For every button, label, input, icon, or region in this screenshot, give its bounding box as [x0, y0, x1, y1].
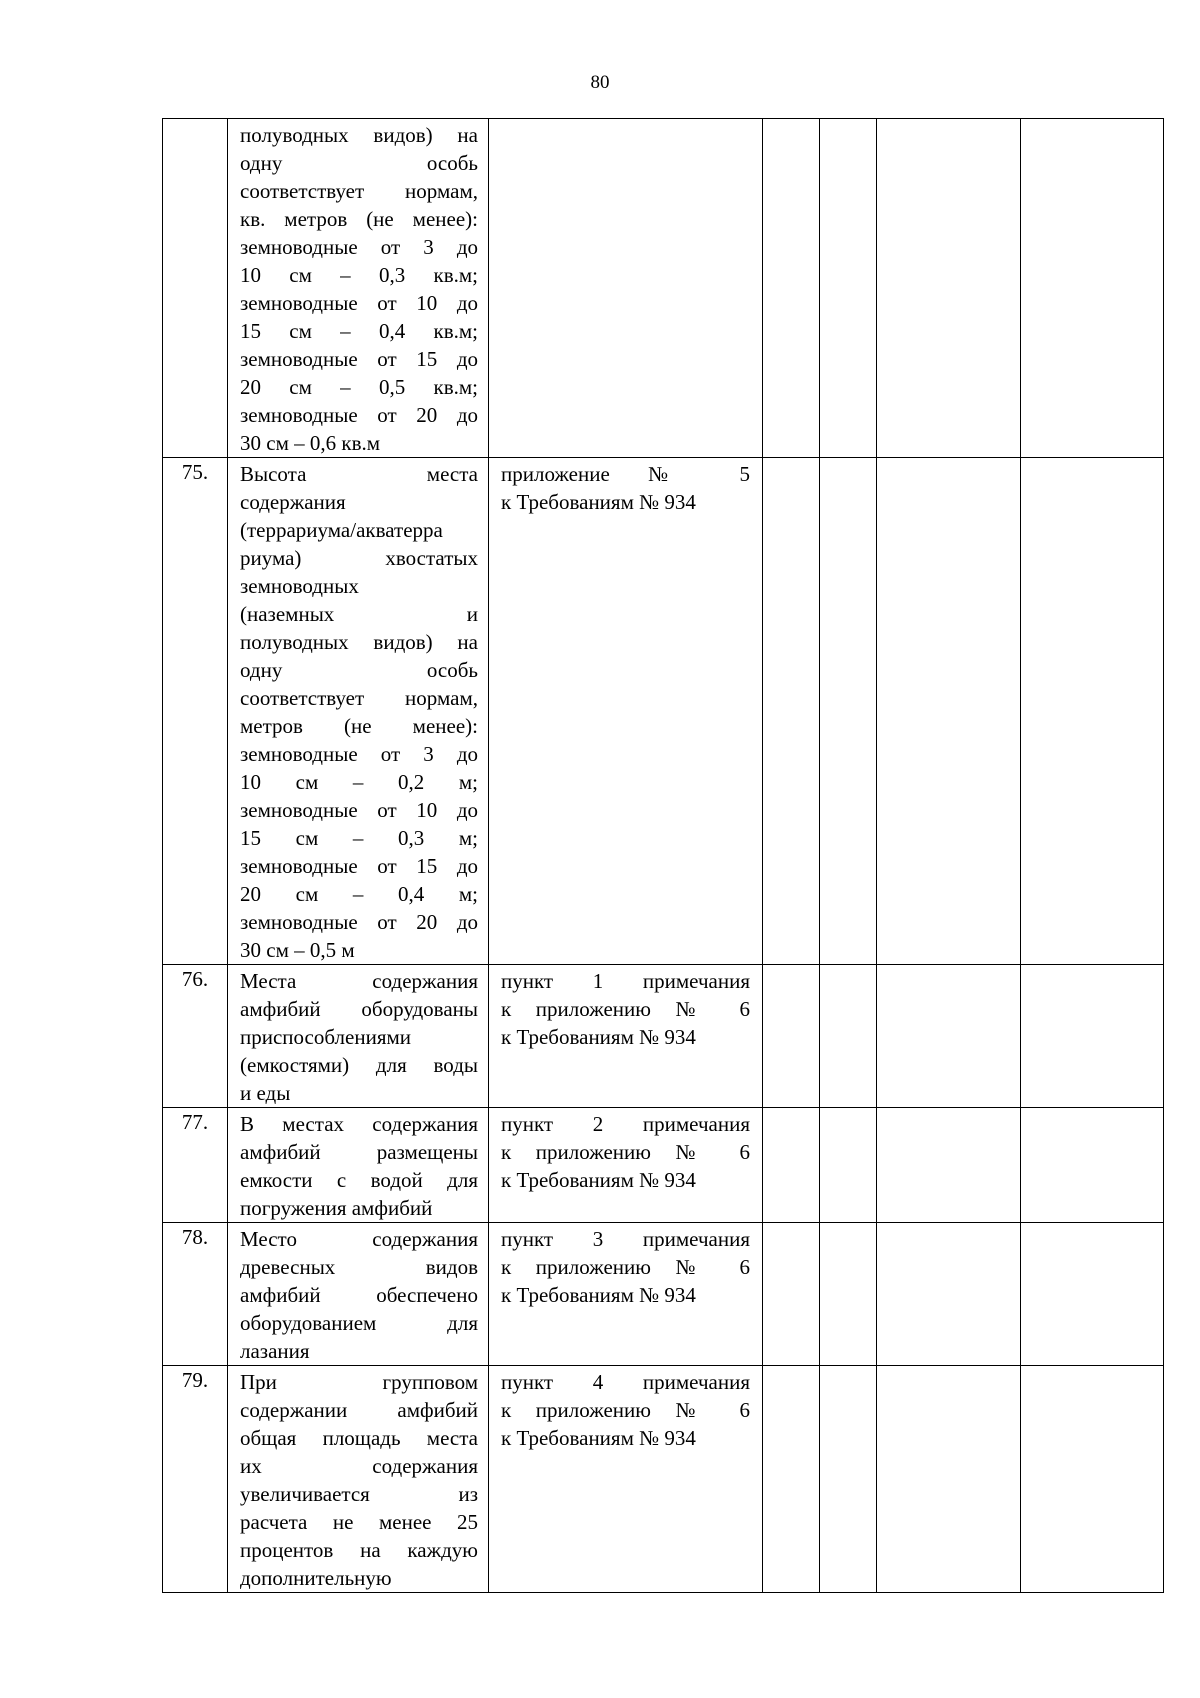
- item-number-cell: 76.: [163, 965, 228, 1108]
- item-number-cell: [163, 119, 228, 458]
- reference-cell: [489, 1366, 763, 1593]
- reference-line: пункт 1 примечания: [501, 969, 750, 993]
- item-number-cell: 75.: [163, 458, 228, 965]
- table-row: [163, 1366, 1164, 1593]
- requirement-line: погружения амфибий: [240, 1196, 433, 1220]
- requirement-line: 15 см – 0,3 м;: [240, 826, 478, 850]
- requirement-line: кв. метров (не менее):: [240, 207, 478, 231]
- requirement-line: Места содержания: [240, 969, 478, 993]
- comment-cell: [1021, 119, 1164, 458]
- requirement-text: [228, 458, 488, 964]
- requirement-line: древесных видов: [240, 1255, 478, 1279]
- requirement-cell: [228, 1108, 489, 1223]
- requirement-line: процентов на каждую: [240, 1538, 478, 1562]
- answer-no-cell: [820, 1223, 877, 1366]
- requirement-line: земноводные от 20 до: [240, 403, 478, 427]
- requirement-line: метров (не менее):: [240, 714, 478, 738]
- comment-cell: [1021, 1223, 1164, 1366]
- requirement-line: их содержания: [240, 1454, 478, 1478]
- answer-no-cell: [820, 965, 877, 1108]
- requirement-line: 10 см – 0,2 м;: [240, 770, 478, 794]
- table-row: [163, 119, 1164, 458]
- requirement-line: земноводные от 10 до: [240, 291, 478, 315]
- requirement-line: приспособлениями: [240, 1025, 412, 1049]
- requirement-line: одну особь: [240, 658, 478, 682]
- answer-na-cell: [877, 458, 1021, 965]
- answer-no-cell: [820, 119, 877, 458]
- comment-cell: [1021, 1108, 1164, 1223]
- reference-cell: [489, 1223, 763, 1366]
- requirement-line: 15 см – 0,4 кв.м;: [240, 319, 478, 343]
- answer-yes-cell: [763, 1108, 820, 1223]
- requirement-line: дополнительную: [240, 1566, 392, 1590]
- reference-text: [489, 458, 762, 516]
- requirement-line: (емкостями) для воды: [240, 1053, 478, 1077]
- reference-line: к приложению № 6: [501, 997, 750, 1021]
- requirement-line: полуводных видов) на: [240, 123, 478, 147]
- comment-cell: [1021, 1366, 1164, 1593]
- reference-text: [489, 119, 762, 121]
- requirement-line: 20 см – 0,4 м;: [240, 882, 478, 906]
- reference-line: к Требованиям № 934: [501, 1426, 696, 1450]
- requirement-line: 10 см – 0,3 кв.м;: [240, 263, 478, 287]
- requirement-line: земноводные от 3 до: [240, 742, 478, 766]
- requirement-cell: [228, 458, 489, 965]
- reference-line: к приложению № 6: [501, 1255, 750, 1279]
- table-row: [163, 1108, 1164, 1223]
- requirement-cell: [228, 119, 489, 458]
- requirement-line: емкости с водой для: [240, 1168, 478, 1192]
- requirement-line: земноводные от 15 до: [240, 347, 478, 371]
- comment-cell: [1021, 965, 1164, 1108]
- requirement-line: В местах содержания: [240, 1112, 478, 1136]
- item-number-cell: 78.: [163, 1223, 228, 1366]
- requirement-text: [228, 1108, 488, 1222]
- requirement-line: земноводных: [240, 574, 359, 598]
- requirement-line: амфибий оборудованы: [240, 997, 478, 1021]
- requirement-line: содержании амфибий: [240, 1398, 478, 1422]
- requirement-line: полуводных видов) на: [240, 630, 478, 654]
- requirement-text: [228, 1223, 488, 1365]
- reference-line: к приложению № 6: [501, 1140, 750, 1164]
- requirement-line: соответствует нормам,: [240, 179, 478, 203]
- requirement-line: земноводные от 3 до: [240, 235, 478, 259]
- requirement-line: расчета не менее 25: [240, 1510, 478, 1534]
- requirement-line: амфибий размещены: [240, 1140, 478, 1164]
- requirement-line: земноводные от 15 до: [240, 854, 478, 878]
- reference-line: к Требованиям № 934: [501, 490, 696, 514]
- answer-na-cell: [877, 965, 1021, 1108]
- answer-yes-cell: [763, 965, 820, 1108]
- reference-cell: [489, 1108, 763, 1223]
- requirement-line: земноводные от 20 до: [240, 910, 478, 934]
- reference-line: приложение № 5: [501, 462, 750, 486]
- page-number: 80: [590, 72, 610, 93]
- answer-yes-cell: [763, 1223, 820, 1366]
- requirement-line: Высота места: [240, 462, 478, 486]
- answer-na-cell: [877, 119, 1021, 458]
- requirement-line: земноводные от 10 до: [240, 798, 478, 822]
- answer-na-cell: [877, 1223, 1021, 1366]
- answer-no-cell: [820, 1366, 877, 1593]
- requirement-cell: [228, 1223, 489, 1366]
- item-number-cell: 77.: [163, 1108, 228, 1223]
- requirement-line: 30 см – 0,6 кв.м: [240, 431, 381, 455]
- reference-cell: [489, 965, 763, 1108]
- reference-line: пункт 3 примечания: [501, 1227, 750, 1251]
- requirement-line: общая площадь места: [240, 1426, 478, 1450]
- requirement-line: и еды: [240, 1081, 291, 1105]
- reference-line: к Требованиям № 934: [501, 1168, 696, 1192]
- reference-text: [489, 1108, 762, 1194]
- requirement-line: лазания: [240, 1339, 310, 1363]
- checklist-table: [162, 118, 1164, 1593]
- reference-cell: [489, 119, 763, 458]
- requirement-line: 20 см – 0,5 кв.м;: [240, 375, 478, 399]
- reference-line: к приложению № 6: [501, 1398, 750, 1422]
- reference-cell: [489, 458, 763, 965]
- answer-no-cell: [820, 458, 877, 965]
- table-row: [163, 965, 1164, 1108]
- requirement-line: одну особь: [240, 151, 478, 175]
- requirement-line: Место содержания: [240, 1227, 478, 1251]
- answer-no-cell: [820, 1108, 877, 1223]
- comment-cell: [1021, 458, 1164, 965]
- reference-line: пункт 4 примечания: [501, 1370, 750, 1394]
- reference-line: к Требованиям № 934: [501, 1283, 696, 1307]
- requirement-line: При групповом: [240, 1370, 478, 1394]
- answer-yes-cell: [763, 119, 820, 458]
- requirement-line: (террариума/акватерра: [240, 518, 443, 542]
- answer-yes-cell: [763, 1366, 820, 1593]
- requirement-cell: [228, 965, 489, 1108]
- reference-text: [489, 1223, 762, 1309]
- answer-yes-cell: [763, 458, 820, 965]
- requirement-text: [228, 119, 488, 457]
- requirement-line: увеличивается из: [240, 1482, 478, 1506]
- requirement-cell: [228, 1366, 489, 1593]
- reference-line: к Требованиям № 934: [501, 1025, 696, 1049]
- reference-text: [489, 1366, 762, 1452]
- reference-line: пункт 2 примечания: [501, 1112, 750, 1136]
- reference-text: [489, 965, 762, 1051]
- answer-na-cell: [877, 1108, 1021, 1223]
- requirement-line: (наземных и: [240, 602, 478, 626]
- item-number-cell: 79.: [163, 1366, 228, 1593]
- requirement-text: [228, 965, 488, 1107]
- requirement-text: [228, 1366, 488, 1592]
- table-row: [163, 458, 1164, 965]
- requirement-line: амфибий обеспечено: [240, 1283, 478, 1307]
- requirement-line: риума) хвостатых: [240, 546, 478, 570]
- requirement-line: содержания: [240, 490, 346, 514]
- requirement-line: оборудованием для: [240, 1311, 478, 1335]
- answer-na-cell: [877, 1366, 1021, 1593]
- requirement-line: 30 см – 0,5 м: [240, 938, 355, 962]
- table-row: [163, 1223, 1164, 1366]
- requirement-line: соответствует нормам,: [240, 686, 478, 710]
